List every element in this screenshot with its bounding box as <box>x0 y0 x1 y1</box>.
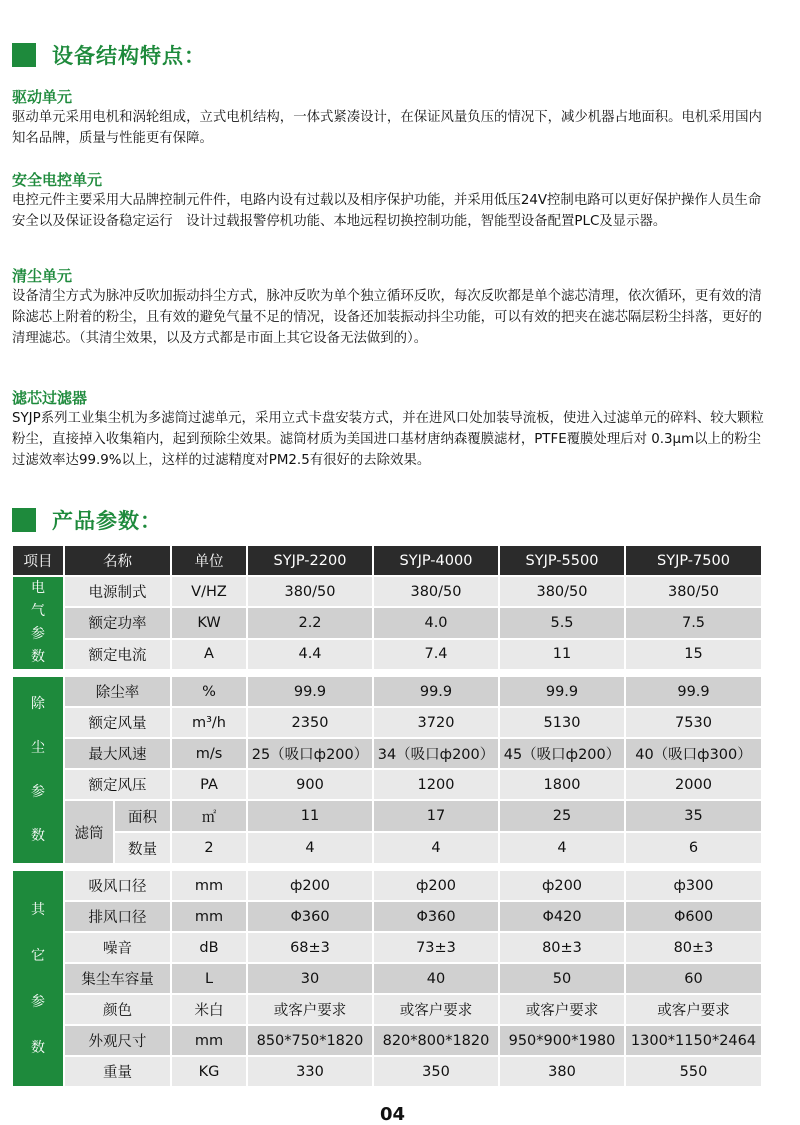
table-cell: 米白 <box>172 995 248 1026</box>
control-text: 电控元件主要采用大品牌控制元件件，电路内设有过载以及相序保护功能，并采用低压24V控制电路可以更好保护操作人员生命安全以及保证设备稳定运行 设计过载报警停机功能、本地远程切换控制功能，智能型设备配置PLC及显示器。 <box>12 193 762 229</box>
filter-heading: 滤芯过滤器 <box>12 389 88 407</box>
group-label-dust: 除尘参数 <box>13 677 65 865</box>
table-cell: 最大风速 <box>65 739 172 770</box>
table-cell: m³/h <box>172 708 248 739</box>
table-cell: 2.2 <box>248 608 374 639</box>
table-cell: 集尘车容量 <box>65 964 172 995</box>
section-title: 设备结构特点： <box>52 44 206 68</box>
table-cell: 4 <box>248 833 374 865</box>
table-cell: 35 <box>626 801 763 833</box>
table-cell: 850*750*1820 <box>248 1026 374 1057</box>
table-cell: 排风口径 <box>65 902 172 933</box>
table-row <box>13 871 763 902</box>
table-cell: 60 <box>626 964 763 995</box>
table-row <box>13 1057 763 1088</box>
table-cell: 99.9 <box>248 677 374 708</box>
table-cell: 或客户要求 <box>500 995 626 1026</box>
table-cell: 除尘率 <box>65 677 172 708</box>
table-cell: 80±3 <box>626 933 763 964</box>
table-cell: 380/50 <box>248 577 374 608</box>
table-header-cell: SYJP-5500 <box>500 546 626 577</box>
table-cell: 73±3 <box>374 933 500 964</box>
table-cell: 7.4 <box>374 640 500 671</box>
table-cell: 900 <box>248 770 374 801</box>
table-row <box>13 677 763 708</box>
table-cell: PA <box>172 770 248 801</box>
table-cell: 或客户要求 <box>626 995 763 1026</box>
table-cell: m/s <box>172 739 248 770</box>
clean-heading: 清尘单元 <box>12 267 73 285</box>
table-cell: 40 <box>374 964 500 995</box>
table-cell: 电源制式 <box>65 577 172 608</box>
table-cell: 1800 <box>500 770 626 801</box>
table-cell: 2350 <box>248 708 374 739</box>
table-row <box>13 640 763 671</box>
spec-table <box>13 546 763 1088</box>
table-row <box>13 608 763 639</box>
table-row <box>13 1026 763 1057</box>
green-square-icon <box>12 43 36 67</box>
table-cell: 2 <box>172 833 248 865</box>
table-header-cell: 单位 <box>172 546 248 577</box>
table-cell: 11 <box>500 640 626 671</box>
table-cell: KG <box>172 1057 248 1088</box>
table-cell: 550 <box>626 1057 763 1088</box>
table-cell: ф200 <box>500 871 626 902</box>
filter-tube-wrap <box>65 801 170 863</box>
table-row <box>13 964 763 995</box>
table-cell: 99.9 <box>374 677 500 708</box>
table-cell: ф200 <box>248 871 374 902</box>
table-cell: 99.9 <box>500 677 626 708</box>
clean-text: 设备清尘方式为脉冲反吹加振动抖尘方式，脉冲反吹为单个独立循环反吹，每次反吹都是单个滤芯清理，依次循环，更有效的清除滤芯上附着的粉尘，且有效的避免气量不足的情况，设备还加装振动抖尘功能，可以有效的把夹在滤芯隔层粉尘抖落，更好的清理滤芯。（其清尘效果，以及方式都是市面上其它设备无法做到的）。 <box>12 289 762 346</box>
table-cell: 额定功率 <box>65 608 172 639</box>
table-cell: 4 <box>500 833 626 865</box>
table-row <box>13 995 763 1026</box>
table-header-cell: 名称 <box>65 546 172 577</box>
table-row <box>13 708 763 739</box>
section-header-params <box>12 505 162 535</box>
table-cell: mm <box>172 902 248 933</box>
table-cell: 99.9 <box>626 677 763 708</box>
table-cell: dB <box>172 933 248 964</box>
table-cell: 2000 <box>626 770 763 801</box>
group-label-electric: 电气参数 <box>13 577 65 671</box>
table-cell: ф200 <box>374 871 500 902</box>
table-cell: Φ360 <box>374 902 500 933</box>
table-header-cell: SYJP-7500 <box>626 546 763 577</box>
drive-heading: 驱动单元 <box>12 88 73 106</box>
table-cell: 40（吸口ф300） <box>626 739 763 770</box>
table-cell: Φ360 <box>248 902 374 933</box>
table-cell: 1200 <box>374 770 500 801</box>
table-cell: 重量 <box>65 1057 172 1088</box>
table-cell: 额定风量 <box>65 708 172 739</box>
section-title: 产品参数： <box>52 509 162 533</box>
table-cell: 68±3 <box>248 933 374 964</box>
table-cell: 17 <box>374 801 500 833</box>
table-cell: 820*800*1820 <box>374 1026 500 1057</box>
table-cell: 6 <box>626 833 763 865</box>
table-cell: 4.4 <box>248 640 374 671</box>
table-cell: 5.5 <box>500 608 626 639</box>
table-cell: 或客户要求 <box>248 995 374 1026</box>
drive-text: 驱动单元采用电机和涡轮组成，立式电机结构，一体式紧凑设计，在保证风量负压的情况下，减少机器占地面积。电机采用国内知名品牌，质量与性能更有保障。 <box>12 110 762 146</box>
table-cell: 11 <box>248 801 374 833</box>
table-row <box>13 902 763 933</box>
table-cell: 3720 <box>374 708 500 739</box>
table-header-cell: SYJP-4000 <box>374 546 500 577</box>
table-row <box>13 933 763 964</box>
green-square-icon <box>12 508 36 532</box>
table-cell: mm <box>172 871 248 902</box>
table-cell: % <box>172 677 248 708</box>
filter-tube-label: 滤筒 <box>65 801 115 863</box>
table-cell: 50 <box>500 964 626 995</box>
filter-count-label: 数量 <box>115 833 170 863</box>
table-cell: Φ420 <box>500 902 626 933</box>
page-number: 04 <box>380 1104 406 1125</box>
table-cell: 或客户要求 <box>374 995 500 1026</box>
table-cell: ㎡ <box>172 801 248 833</box>
table-cell: 30 <box>248 964 374 995</box>
table-cell: 330 <box>248 1057 374 1088</box>
table-row <box>13 801 763 833</box>
table-cell: 15 <box>626 640 763 671</box>
table-cell: 380 <box>500 1057 626 1088</box>
table-cell: 额定风压 <box>65 770 172 801</box>
table-cell: 45（吸口ф200） <box>500 739 626 770</box>
table-header-cell: 项目 <box>13 546 65 577</box>
table-cell: 25（吸口ф200） <box>248 739 374 770</box>
table-cell: 1300*1150*2464 <box>626 1026 763 1057</box>
table-cell: mm <box>172 1026 248 1057</box>
filter-area-label: 面积 <box>115 801 170 833</box>
table-cell: 4.0 <box>374 608 500 639</box>
table-cell: 4 <box>374 833 500 865</box>
table-row <box>13 739 763 770</box>
filter-tube-sublabels <box>115 801 170 863</box>
table-cell: 额定电流 <box>65 640 172 671</box>
filter-tube-cell <box>65 801 172 865</box>
table-cell: 380/50 <box>626 577 763 608</box>
table-cell: 380/50 <box>500 577 626 608</box>
table-cell: 颜色 <box>65 995 172 1026</box>
table-cell: KW <box>172 608 248 639</box>
table-cell: 350 <box>374 1057 500 1088</box>
table-cell: 噪音 <box>65 933 172 964</box>
table-cell: 34（吸口ф200） <box>374 739 500 770</box>
table-header-cell: SYJP-2200 <box>248 546 374 577</box>
table-header-row <box>13 546 763 577</box>
table-cell: 80±3 <box>500 933 626 964</box>
table-cell: 7530 <box>626 708 763 739</box>
section-header-structure <box>12 40 206 70</box>
filter-text: SYJP系列工业集尘机为多滤筒过滤单元，采用立式卡盘安装方式，并在进风口处加装导流板，使进入过滤单元的碎料、较大颗粒粉尘，直接掉入收集箱内，起到预除尘效果。滤筒材质为美国进口基材唐纳森覆膜滤材，PTFE覆膜处理后对 0.3μm以上的粉尘过滤效率达99.9%以上，这样的过滤精度对PM2.5有很好的去除效果。 <box>12 411 764 468</box>
table-cell: 5130 <box>500 708 626 739</box>
table-cell: A <box>172 640 248 671</box>
table-cell: L <box>172 964 248 995</box>
table-cell: 吸风口径 <box>65 871 172 902</box>
control-heading: 安全电控单元 <box>12 171 103 189</box>
table-cell: 25 <box>500 801 626 833</box>
table-cell: 950*900*1980 <box>500 1026 626 1057</box>
table-cell: V/HZ <box>172 577 248 608</box>
table-row <box>13 770 763 801</box>
table-cell: 7.5 <box>626 608 763 639</box>
table-row <box>13 577 763 608</box>
table-cell: 外观尺寸 <box>65 1026 172 1057</box>
table-cell: 380/50 <box>374 577 500 608</box>
table-cell: Φ600 <box>626 902 763 933</box>
table-cell: ф300 <box>626 871 763 902</box>
group-label-other: 其它参数 <box>13 871 65 1088</box>
